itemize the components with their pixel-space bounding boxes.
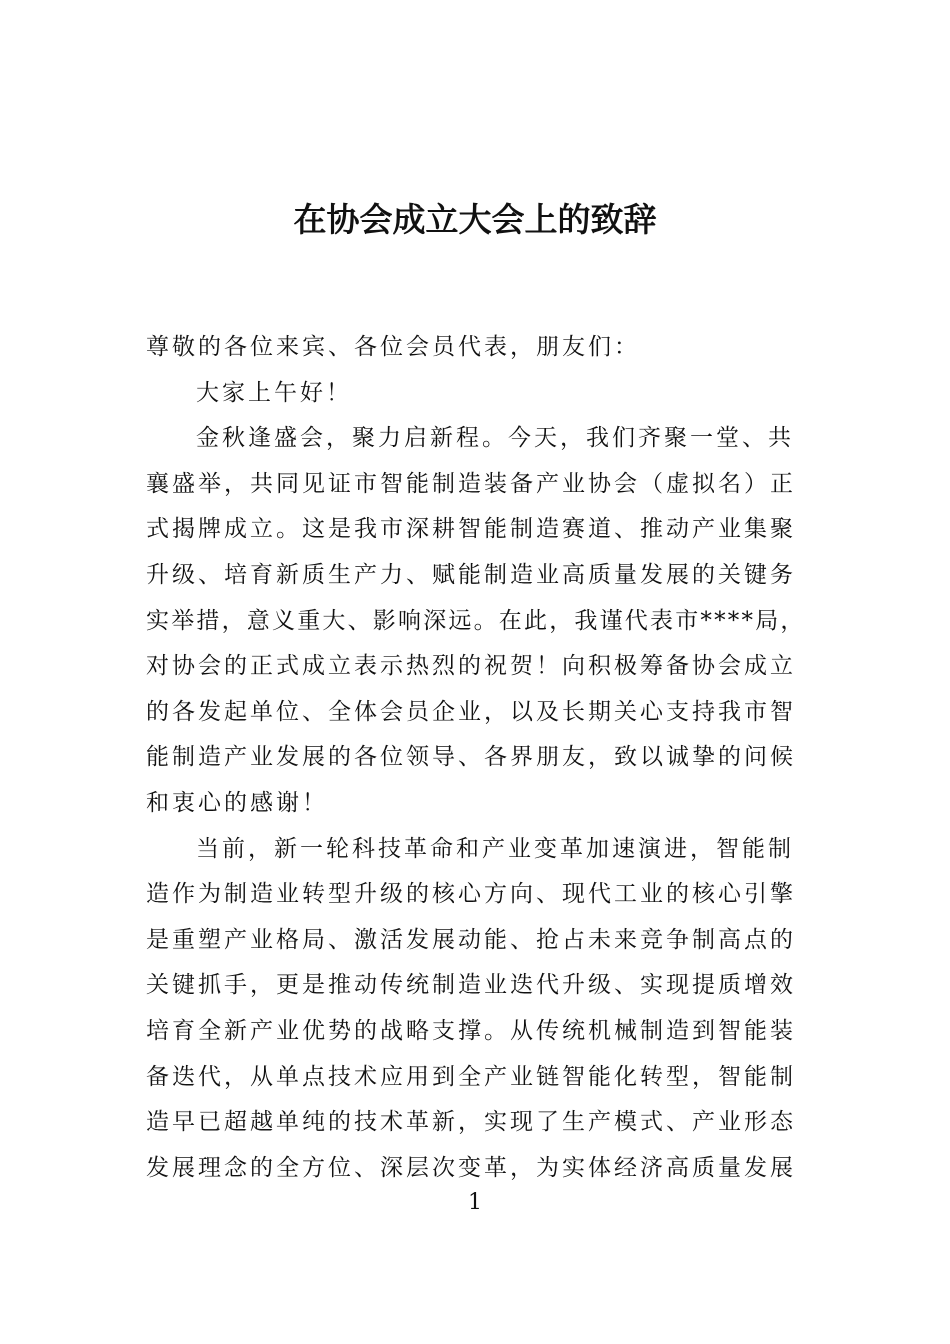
paragraph-line: 当前，新一轮科技革命和产业变革加速演进，智能制 — [196, 835, 794, 862]
paragraph-line: 备迭代，从单点技术应用到全产业链智能化转型，智能制 — [146, 1063, 796, 1090]
paragraph-line: 发展理念的全方位、深层次变革，为实体经济高质量发展 — [146, 1154, 796, 1181]
paragraph-line: 的各发起单位、全体会员企业，以及长期关心支持我市智 — [146, 698, 796, 725]
greeting-line: 大家上午好！ — [196, 379, 352, 406]
paragraph-line: 培育全新产业优势的战略支撑。从传统机械制造到智能装 — [146, 1017, 796, 1044]
paragraph-line: 是重塑产业格局、激活发展动能、抢占未来竞争制高点的 — [146, 926, 796, 953]
paragraph-line: 造早已超越单纯的技术革新，实现了生产模式、产业形态 — [146, 1109, 796, 1136]
paragraph-line: 能制造产业发展的各位领导、各界朋友，致以诚挚的问候 — [146, 744, 796, 771]
paragraph-line: 襄盛举，共同见证市智能制造装备产业协会（虚拟名）正 — [146, 470, 796, 497]
paragraph-line: 升级、培育新质生产力、赋能制造业高质量发展的关键务 — [146, 561, 796, 588]
paragraph-line: 式揭牌成立。这是我市深耕智能制造赛道、推动产业集聚 — [146, 516, 796, 543]
page-number: 1 — [468, 1190, 482, 1215]
document-body — [146, 325, 810, 1191]
paragraph-line: 和衷心的感谢！ — [146, 789, 328, 816]
paragraph-line: 关键抓手，更是推动传统制造业迭代升级、实现提质增效 — [146, 972, 796, 999]
paragraph-line: 造作为制造业转型升级的核心方向、现代工业的核心引擎 — [146, 881, 796, 908]
document-title: 在协会成立大会上的致辞 — [293, 200, 657, 239]
salutation-line: 尊敬的各位来宾、各位会员代表，朋友们： — [146, 334, 640, 360]
paragraph-line: 金秋逢盛会，聚力启新程。今天，我们齐聚一堂、共 — [196, 425, 794, 452]
paragraph-line: 对协会的正式成立表示热烈的祝贺！向积极筹备协会成立 — [146, 653, 796, 680]
paragraph-line: 实举措，意义重大、影响深远。在此，我谨代表市****局， — [146, 607, 806, 634]
